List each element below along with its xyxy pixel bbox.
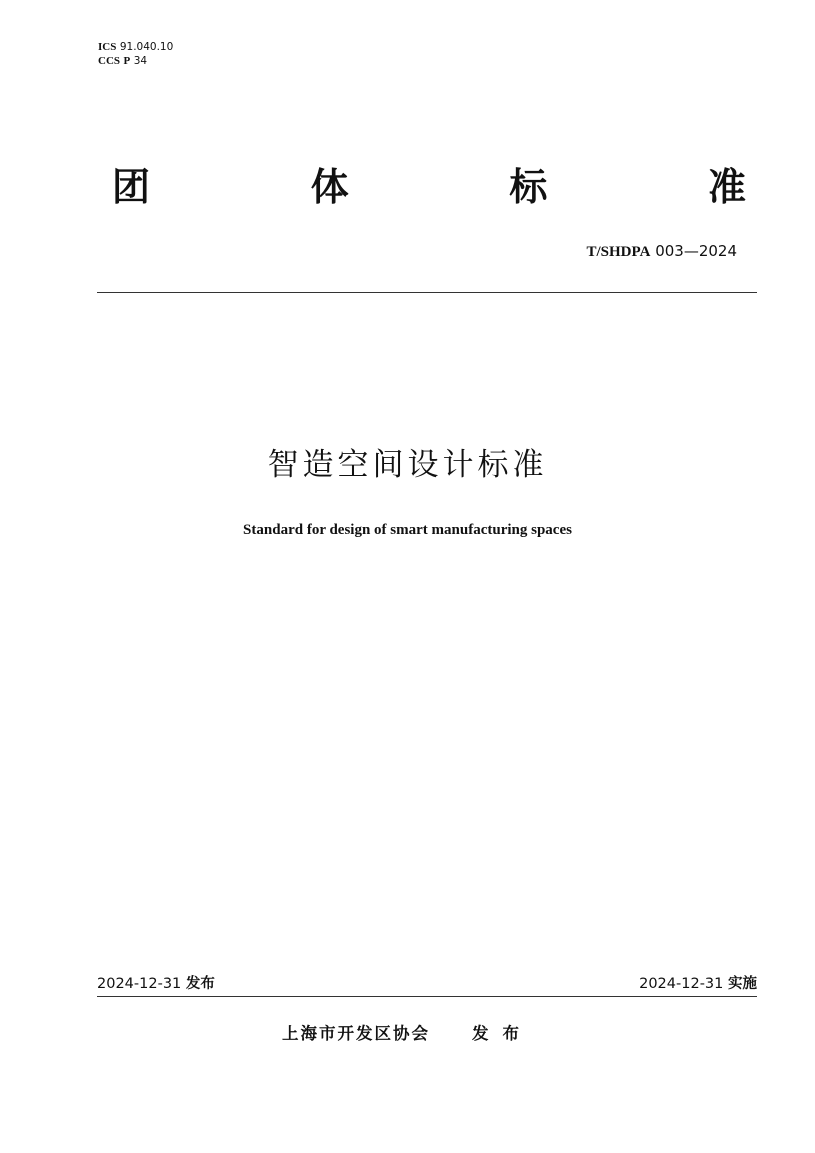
- standard-type-char: 体: [310, 165, 349, 209]
- footer-divider: [97, 996, 757, 997]
- standard-number-prefix: T/SHDPA: [586, 244, 651, 260]
- ics-code: 91.040.10: [119, 41, 174, 53]
- standard-number: [587, 242, 738, 261]
- implementation-date-line: [639, 972, 757, 993]
- issue-date: 2024-12-31: [97, 976, 182, 992]
- ccs-row: [98, 54, 173, 68]
- issue-date-line: [97, 972, 215, 993]
- publisher-organization: 上海市开发区协会: [282, 1024, 430, 1043]
- ccs-label: CCS: [98, 55, 121, 67]
- implementation-label: 实施: [728, 976, 757, 992]
- standard-type-char: 标: [509, 165, 548, 209]
- standard-type-char: 团: [112, 165, 151, 209]
- ccs-code-letter: P: [123, 55, 131, 67]
- ccs-code-number: 34: [133, 55, 148, 67]
- publisher-action: 发布: [472, 1024, 533, 1043]
- document-title-chinese: 智造空间设计标准: [267, 447, 548, 483]
- document-title-english: Standard for design of smart manufacturing spaces: [243, 522, 572, 538]
- standard-type-heading: [112, 162, 746, 212]
- publisher-line: [0, 1020, 815, 1044]
- ics-row: [98, 40, 173, 54]
- standard-type-char: 准: [707, 165, 746, 209]
- implementation-date: 2024-12-31: [639, 976, 724, 992]
- header-divider: [97, 292, 757, 293]
- ics-label: ICS: [98, 41, 117, 53]
- issue-label: 发布: [185, 976, 215, 992]
- standard-number-value: 003—2024: [655, 242, 737, 260]
- classification-codes: [98, 40, 173, 68]
